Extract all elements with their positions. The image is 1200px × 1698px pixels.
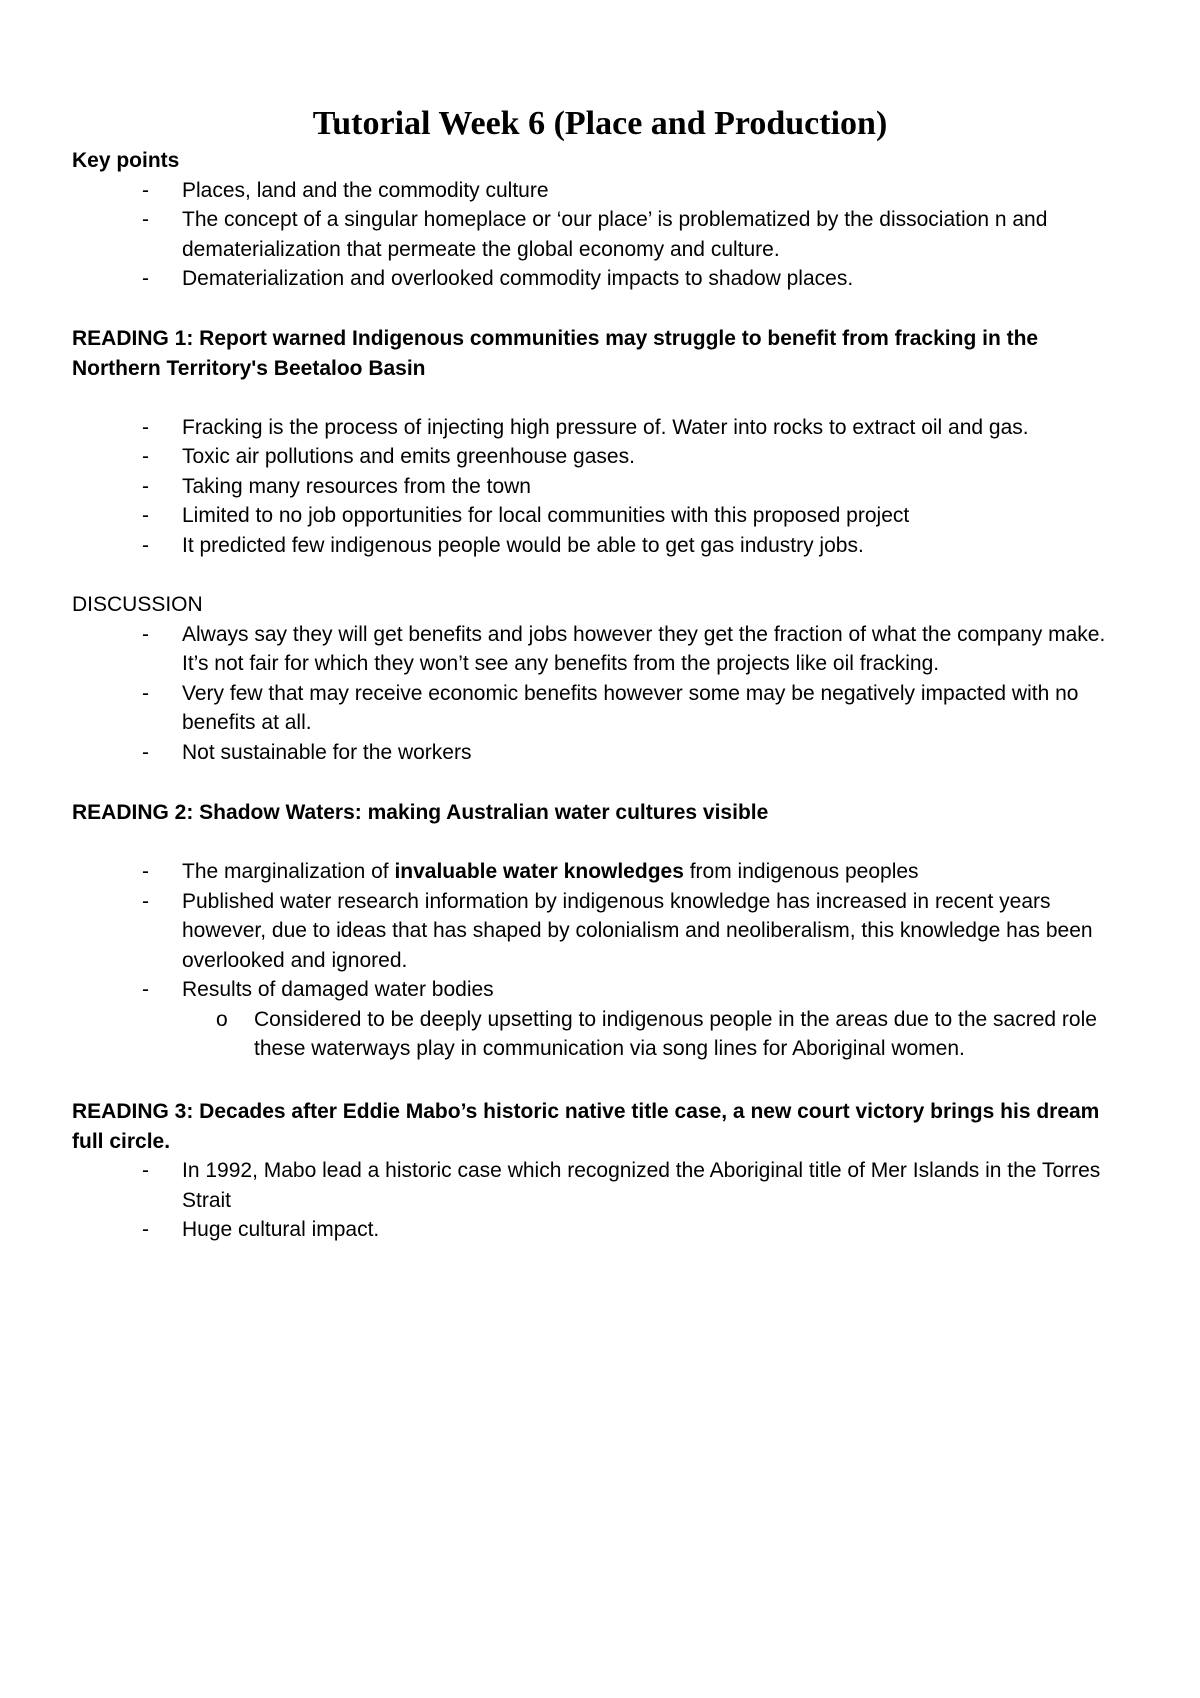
list-item: - The concept of a singular homeplace or ‘our place’ is problematized by the dissociation n and dematerialization that permeate the global economy and culture.: [72, 205, 1112, 264]
dash-marker: -: [142, 533, 149, 557]
list-item: - Toxic air pollutions and emits greenhouse gases.: [72, 442, 1112, 472]
reading-2-list: [72, 857, 1112, 1064]
key-points-section: [72, 146, 1112, 294]
list-item: - In 1992, Mabo lead a historic case which recognized the Aboriginal title of Mer Islands in the Torres Strait: [72, 1156, 1112, 1215]
page-title: Tutorial Week 6 (Place and Production): [312, 105, 888, 142]
list-item: - Fracking is the process of injecting high pressure of. Water into rocks to extract oil and gas.: [72, 413, 1112, 443]
dash-marker: -: [142, 978, 149, 1001]
key-points-list: [72, 176, 1112, 294]
dash-marker: -: [142, 267, 149, 290]
reading-3-section: [72, 1097, 1112, 1245]
dash-marker: -: [142, 415, 149, 439]
dash-marker: -: [142, 860, 149, 883]
list-item: - Published water research information by indigenous knowledge has increased in recent years however, due to ideas that has shaped by colonialism and neoliberalism, this knowledge has been overlooked and ignored.: [72, 887, 1112, 976]
reading-1-list: [72, 413, 1112, 561]
dash-marker: -: [142, 445, 149, 468]
reading-2-heading: READING 2: Shadow Waters: making Australian water cultures visible: [72, 801, 769, 824]
dash-marker: -: [142, 681, 149, 705]
list-item: - Dematerialization and overlooked commodity impacts to shadow places.: [72, 264, 1112, 294]
reading-2-sublist: [72, 1005, 1112, 1064]
reading-1-heading: READING 1: Report warned Indigenous communities may struggle to benefit from fracking in the Northern Territory's Beetaloo Basin: [72, 327, 1039, 380]
circle-marker: o: [216, 1007, 228, 1031]
dash-marker: -: [142, 178, 149, 202]
dash-marker: -: [142, 504, 149, 527]
reading-3-list: [72, 1156, 1112, 1245]
list-item: o Considered to be deeply upsetting to indigenous people in the areas due to the sacred role these waterways play in communication via song lines for Aboriginal women.: [254, 1005, 1112, 1064]
list-item: - The marginalization of invaluable water knowledges from indigenous peoples: [72, 857, 1112, 887]
dash-marker: -: [142, 1159, 149, 1182]
list-item: - Always say they will get benefits and jobs however they get the fraction of what the company make. It’s not fair for which they won’t see any benefits from the projects like oil fracking.: [72, 620, 1112, 679]
discussion-heading: DISCUSSION: [72, 593, 203, 616]
list-item: - Taking many resources from the town: [72, 472, 1112, 502]
discussion-list: [72, 620, 1112, 768]
key-points-heading: Key points: [72, 149, 180, 172]
reading-2-section: [72, 798, 1112, 1064]
discussion-section: [72, 590, 1112, 767]
dash-marker: -: [142, 208, 149, 231]
list-item: - Limited to no job opportunities for local communities with this proposed project: [72, 501, 1112, 531]
reading-3-heading: READING 3: Decades after Eddie Mabo’s historic native title case, a new court victory brings his dream full circle.: [72, 1100, 1100, 1153]
list-item: - Places, land and the commodity culture: [72, 176, 1112, 206]
list-item: - Not sustainable for the workers: [72, 738, 1112, 768]
dash-marker: -: [142, 474, 149, 498]
dash-marker: -: [142, 889, 149, 913]
dash-marker: -: [142, 622, 149, 646]
list-item: - Results of damaged water bodies o Considered to be deeply upsetting to indigenous people in the areas due to the sacred role these waterways play in communication via song lines for Aboriginal women.: [72, 975, 1112, 1064]
reading-1-section: [72, 324, 1112, 560]
emphasis-text: invaluable water knowledges: [394, 860, 684, 883]
dash-marker: -: [142, 740, 149, 764]
list-item: - It predicted few indigenous people would be able to get gas industry jobs.: [72, 531, 1112, 561]
list-item: - Huge cultural impact.: [72, 1215, 1112, 1245]
dash-marker: -: [142, 1218, 149, 1241]
list-item: - Very few that may receive economic benefits however some may be negatively impacted with no benefits at all.: [72, 679, 1112, 738]
